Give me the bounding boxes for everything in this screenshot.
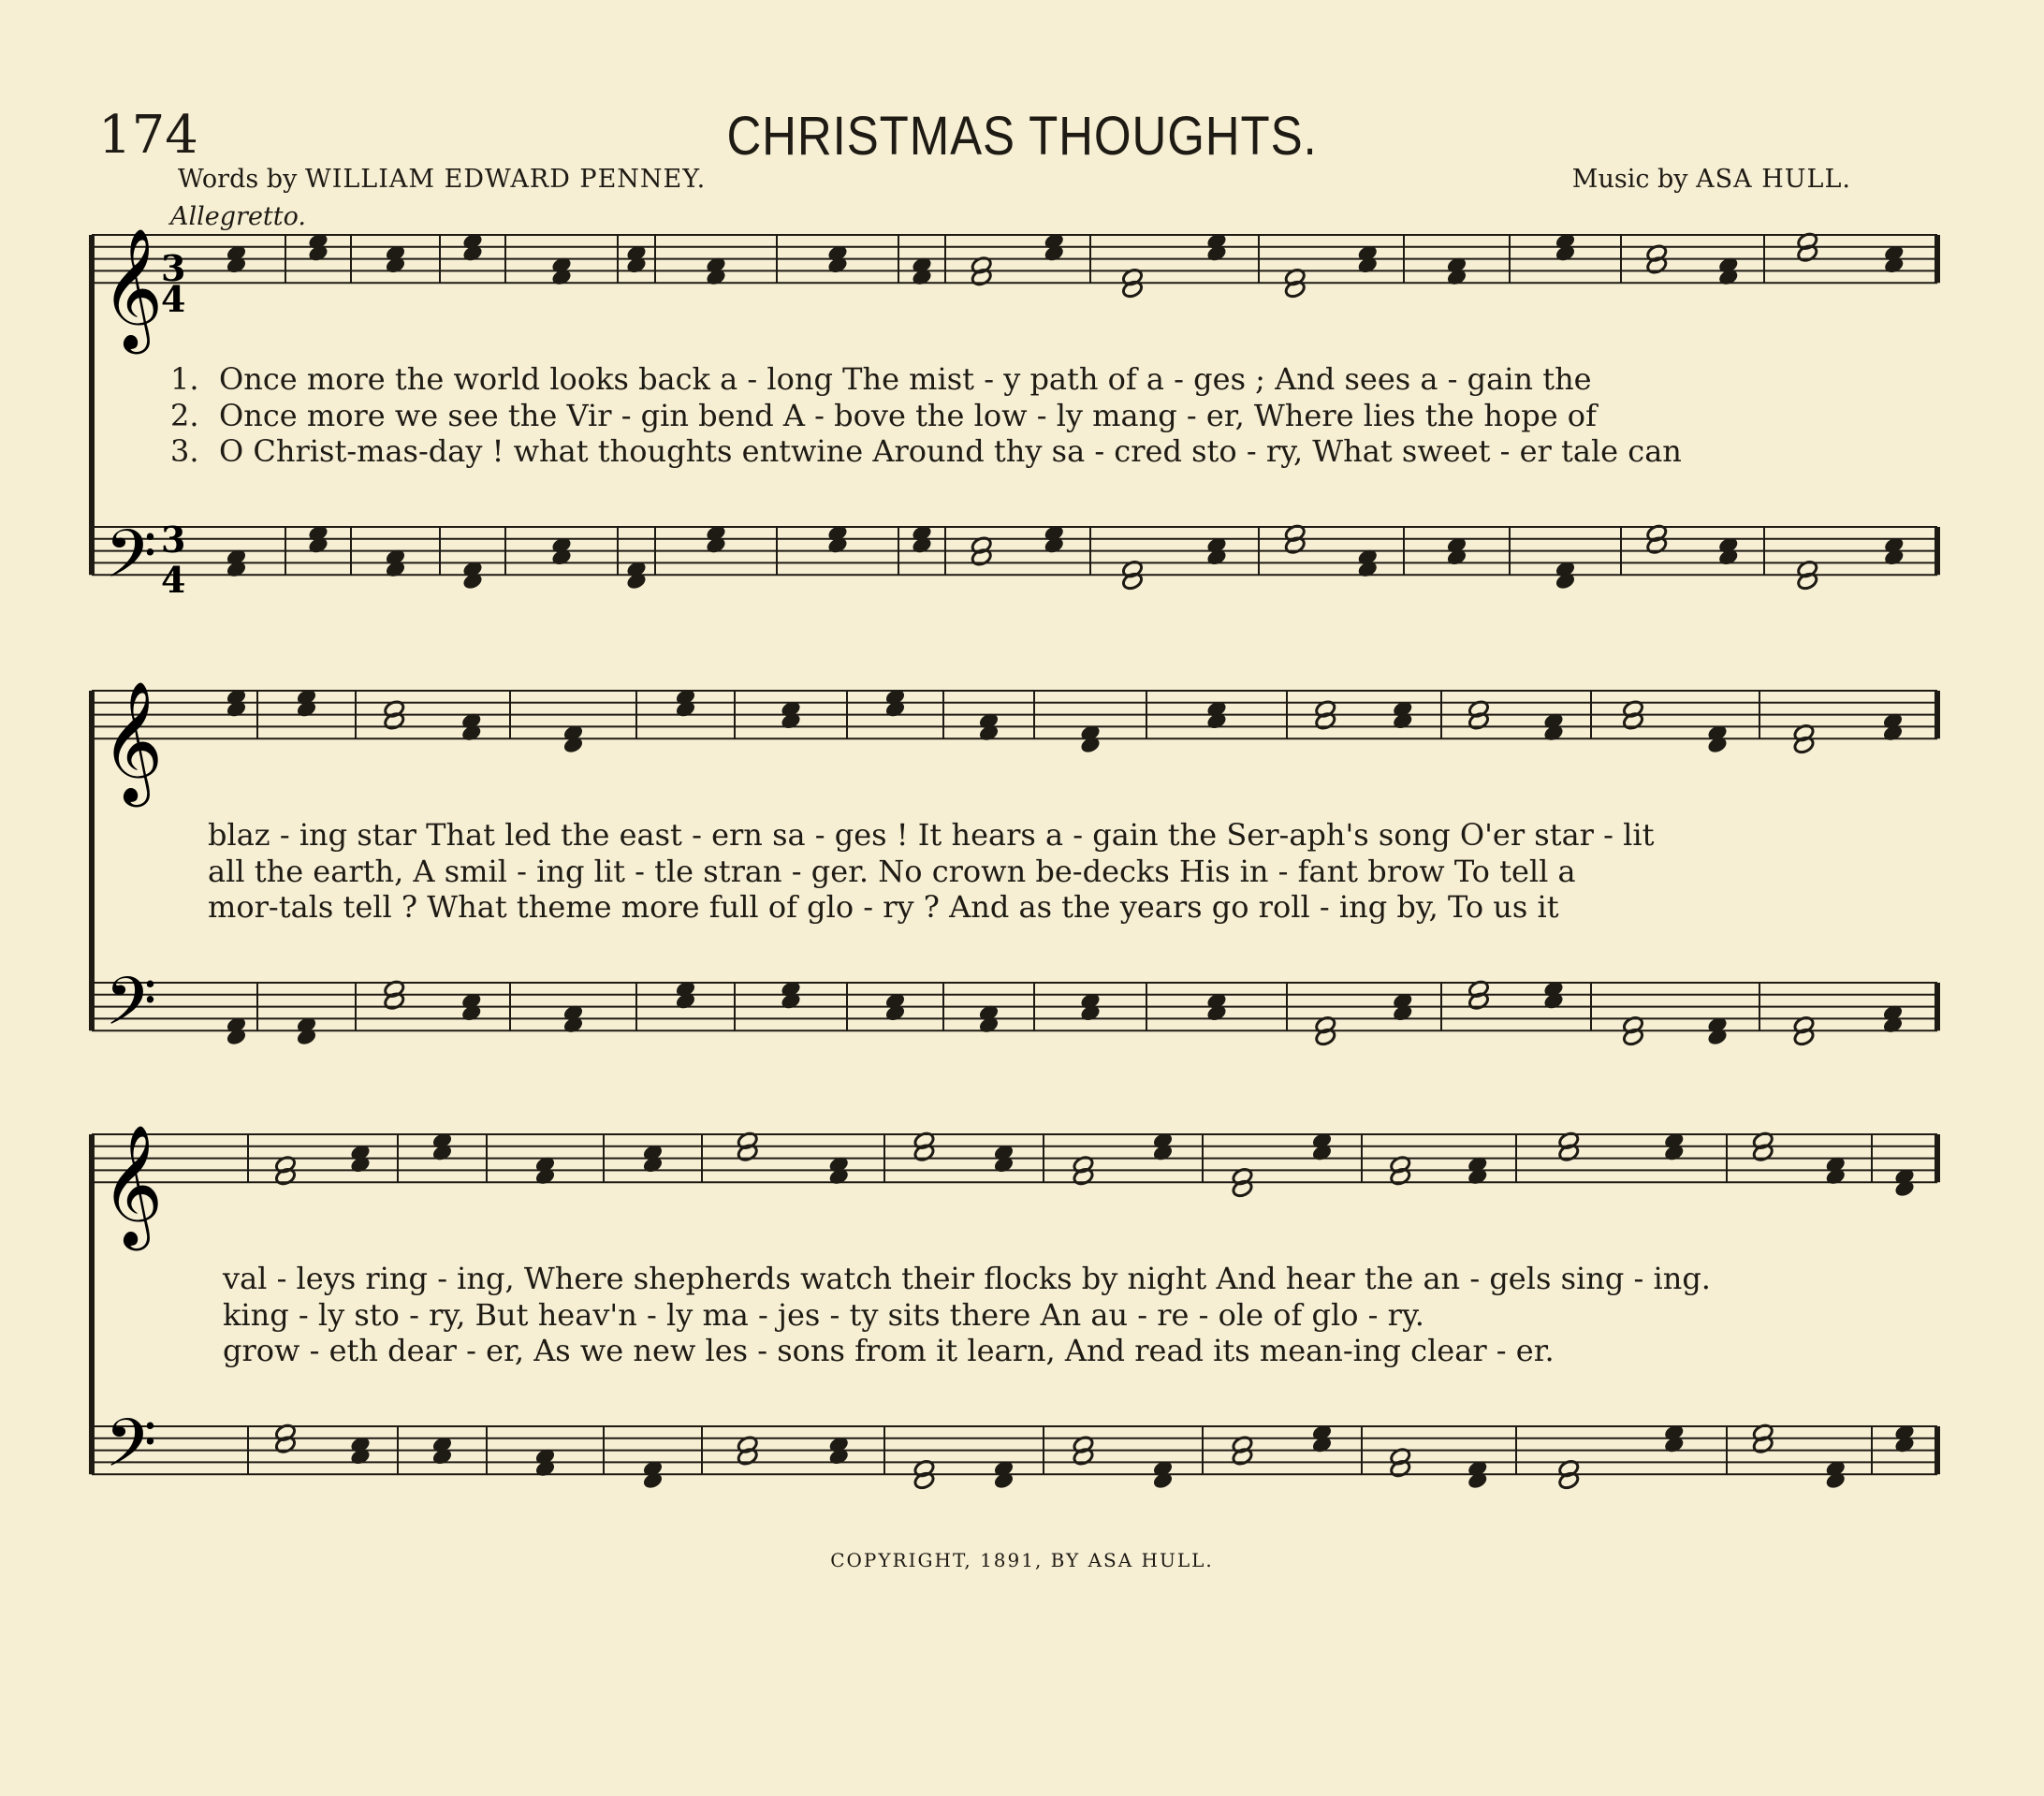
time-signature-top: 3	[161, 247, 186, 289]
verse-number: 2.	[170, 398, 199, 433]
treble-clef-icon: 𝄞	[101, 227, 164, 349]
time-signature-bottom: 4	[161, 559, 186, 601]
page-title: CHRISTMAS THOUGHTS.	[726, 106, 1318, 167]
time-signature-bottom: 4	[161, 278, 186, 320]
bass-clef-icon: 𝄢	[105, 1405, 157, 1498]
tempo-marking: Allegretto.	[170, 202, 306, 231]
music-prefix: Music by	[1571, 165, 1688, 194]
lyric-line-verse-3: grow - eth dear - er, As we new les - sons from it learn, And read its mean-ing clear - er.	[223, 1333, 1555, 1368]
words-author: WILLIAM EDWARD PENNEY.	[304, 165, 707, 194]
treble-clef-icon: 𝄞	[101, 1124, 164, 1246]
lyric-text: O Christ-mas-day ! what thoughts entwine Around thy sa - cred sto - ry, What sweet - er tale can	[219, 433, 1682, 469]
verse-number: 3.	[170, 433, 199, 469]
lyric-line-verse-2: all the earth, A smil - ing lit - tle stran - ger. No crown be-decks His in - fant brow To tell a	[208, 854, 1576, 889]
lyric-line-verse-1: val - leys ring - ing, Where shepherds watch their flocks by night And hear the an - gels sing - ing.	[223, 1261, 1711, 1296]
lyric-line-verse-1: blaz - ing star That led the east - ern sa - ges ! It hears a - gain the Ser-aph's song O'er star - lit	[208, 817, 1655, 853]
time-signature-top: 3	[161, 518, 186, 561]
lyric-text: Once more the world looks back a - long The mist - y path of a - ges ; And sees a - gain the	[219, 361, 1592, 397]
bass-clef-icon: 𝄢	[105, 963, 157, 1057]
music-author: ASA HULL.	[1696, 165, 1851, 194]
lyric-text: Once more we see the Vir - gin bend A - bove the low - ly mang - er, Where lies the hope of	[219, 398, 1597, 433]
words-prefix: Words by	[178, 165, 298, 194]
lyric-line-verse-3: mor-tals tell ? What theme more full of glo - ry ? And as the years go roll - ing by, To us it	[208, 889, 1559, 925]
lyric-line-verse-1	[170, 361, 1592, 397]
page-number: 174	[98, 105, 198, 166]
bass-clef-icon: 𝄢	[105, 516, 157, 609]
lyric-line-verse-2	[170, 398, 1597, 433]
lyric-line-verse-2: king - ly sto - ry, But heav'n - ly ma - jes - ty sits there An au - re - ole of glo - ry.	[223, 1297, 1424, 1333]
lyric-line-verse-3	[170, 433, 1682, 469]
copyright-notice: COPYRIGHT, 1891, BY ASA HULL.	[830, 1549, 1214, 1571]
treble-clef-icon: 𝄞	[101, 680, 164, 802]
verse-number: 1.	[170, 361, 199, 397]
